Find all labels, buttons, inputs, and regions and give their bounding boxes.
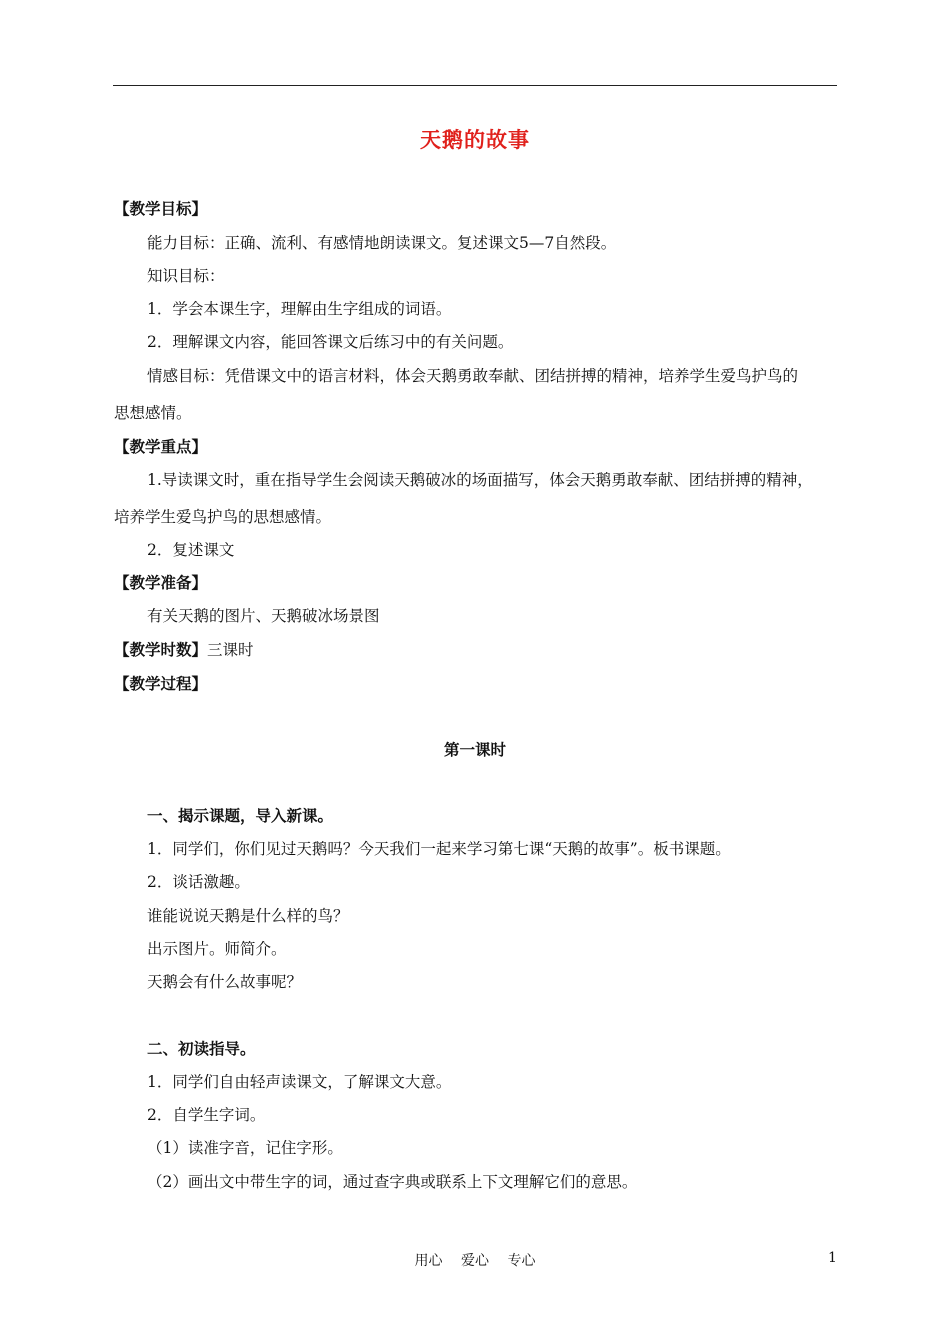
section1-line2: 2．谈话激趣。 — [147, 873, 250, 891]
key-point-1-line2: 培养学生爱鸟护鸟的思想感情。 — [114, 508, 332, 526]
section2-line3: （1）读准字音，记住字形。 — [147, 1139, 343, 1157]
footer-word-1: 用心 — [414, 1253, 443, 1269]
footer — [0, 1250, 950, 1270]
footer-word-2: 爱心 — [461, 1253, 489, 1269]
goals-emotion-line2: 思想感情。 — [114, 404, 192, 422]
key-point-2: 2．复述课文 — [147, 541, 235, 559]
hours-line — [114, 640, 254, 660]
section2-line2: 2．自学生字词。 — [147, 1106, 266, 1124]
prep-heading: 【教学准备】 — [114, 573, 208, 592]
section2-heading: 二、初读指导。 — [147, 1039, 256, 1058]
header-rule — [113, 85, 837, 86]
section1-line5: 天鹅会有什么故事呢？ — [147, 973, 303, 991]
goals-knowledge-2: 2．理解课文内容，能回答课文后练习中的有关问题。 — [147, 333, 514, 351]
process-heading: 【教学过程】 — [114, 674, 208, 693]
page-title: 天鹅的故事 — [420, 127, 530, 152]
goals-ability: 能力目标：正确、流利、有感情地朗读课文。复述课文5—7自然段。 — [147, 234, 617, 252]
section1-line1: 1．同学们，你们见过天鹅吗？今天我们一起来学习第七课“天鹅的故事”。板书课题。 — [147, 840, 731, 858]
section1-line4: 出示图片。师简介。 — [147, 940, 287, 958]
key-point-1-line1: 1.导读课文时，重在指导学生会阅读天鹅破冰的场面描写，体会天鹅勇敢奉献、团结拼搏的精神， — [147, 471, 813, 489]
goals-emotion-line1: 情感目标：凭借课文中的语言材料，体会天鹅勇敢奉献、团结拼搏的精神，培养学生爱鸟护鸟的 — [147, 367, 799, 385]
goals-knowledge-1: 1．学会本课生字，理解由生字组成的词语。 — [147, 300, 452, 318]
hours-text: 三课时 — [207, 641, 254, 659]
footer-word-3: 专心 — [507, 1253, 536, 1269]
prep-text: 有关天鹅的图片、天鹅破冰场景图 — [147, 607, 380, 625]
goals-knowledge: 知识目标： — [147, 267, 225, 285]
lesson1-title: 第一课时 — [443, 740, 506, 759]
page-number: 1 — [828, 1250, 837, 1266]
goals-heading: 【教学目标】 — [114, 199, 208, 218]
key-heading: 【教学重点】 — [114, 437, 208, 456]
section1-heading: 一、揭示课题，导入新课。 — [147, 806, 334, 825]
section2-line4: （2）画出文中带生字的词，通过查字典或联系上下文理解它们的意思。 — [147, 1173, 638, 1191]
hours-heading: 【教学时数】 — [114, 640, 208, 659]
section1-line3: 谁能说说天鹅是什么样的鸟？ — [147, 907, 349, 925]
section2-line1: 1．同学们自由轻声读课文，了解课文大意。 — [147, 1073, 452, 1091]
